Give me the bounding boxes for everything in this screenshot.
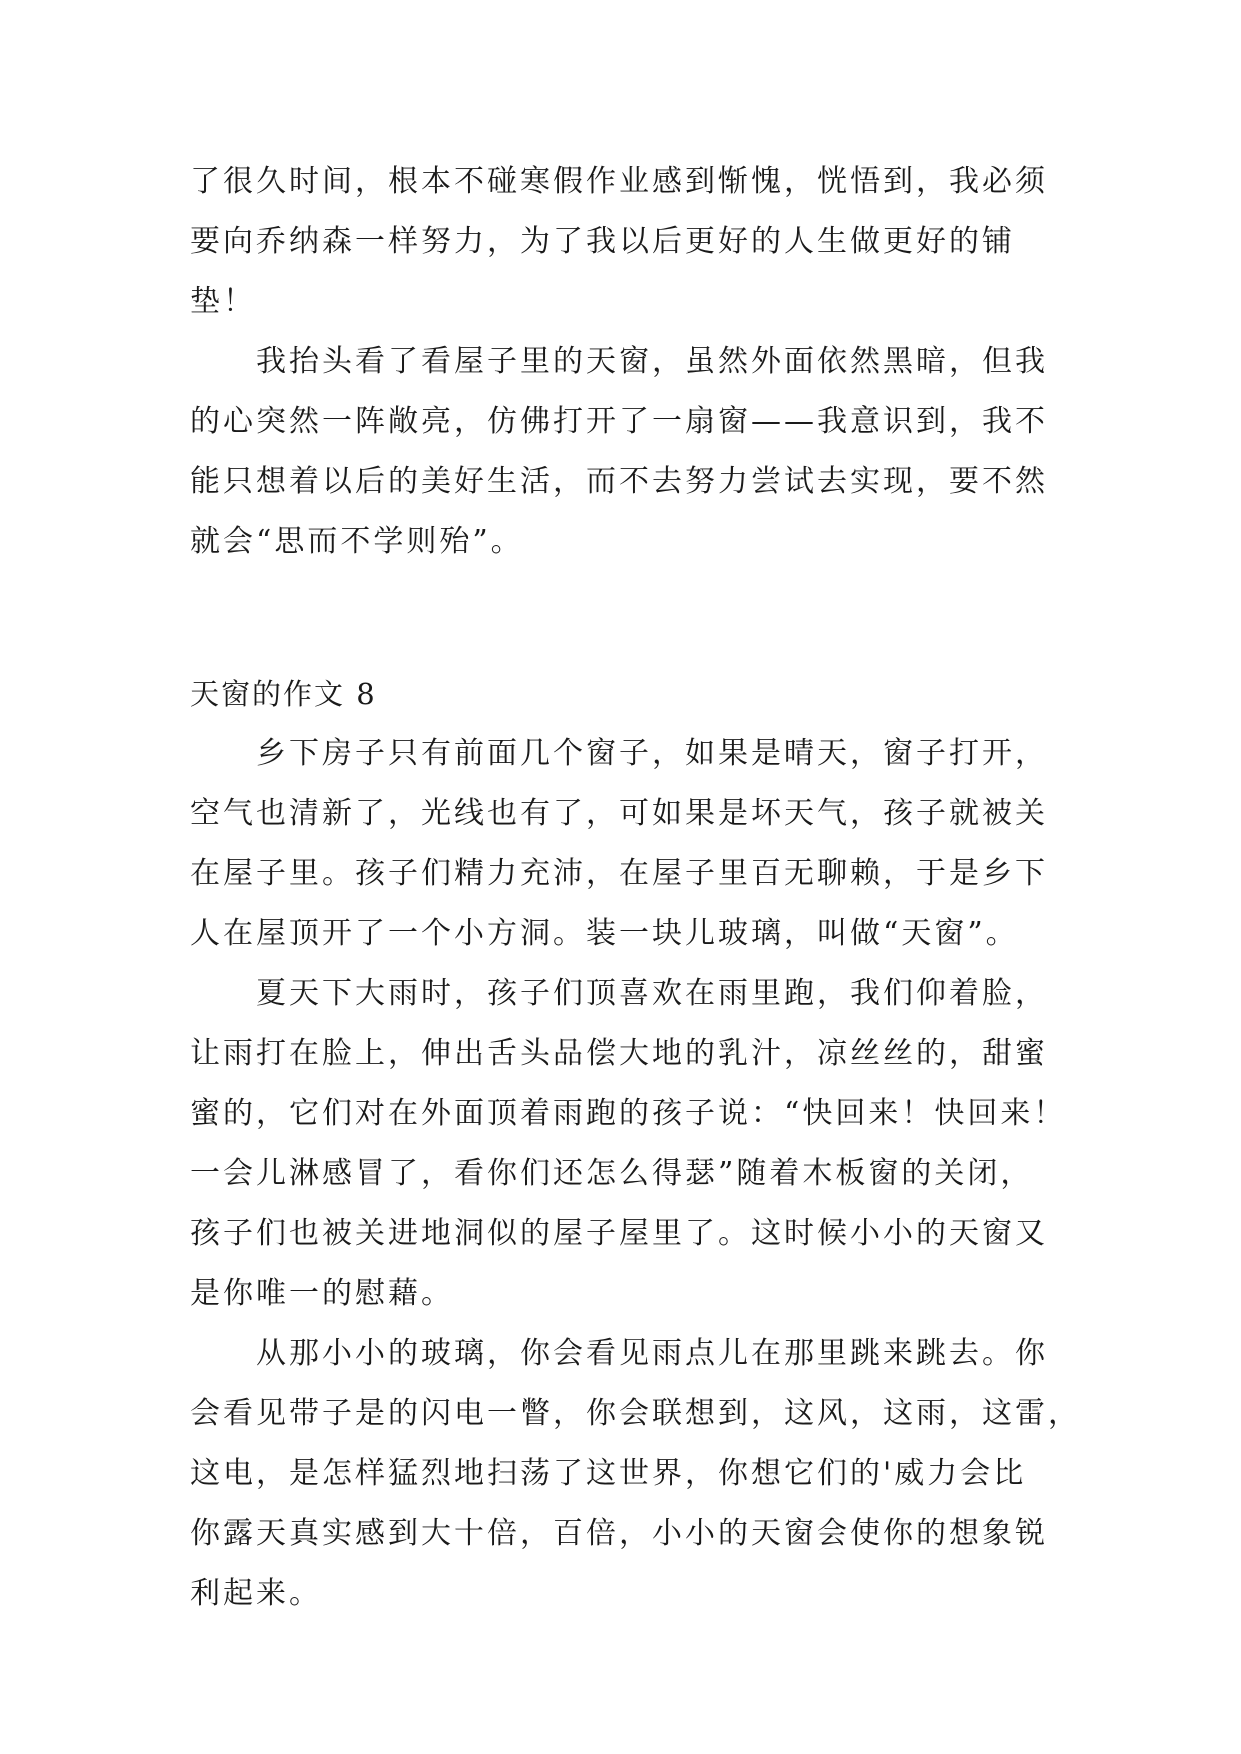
text-line: 孩子们也被关进地洞似的屋子屋里了。这时候小小的天窗又	[190, 1216, 1048, 1251]
text-line: 从那小小的玻璃，你会看见雨点儿在那里跳来跳去。你	[256, 1336, 1048, 1371]
text-line: 人在屋顶开了一个小方洞。装一块儿玻璃，叫做“天窗”。	[190, 916, 1019, 951]
text-line: 会看见带子是的闪电一瞥，你会联想到，这风，这雨，这雷，	[190, 1396, 1081, 1431]
text-line: 要向乔纳森一样努力，为了我以后更好的人生做更好的铺	[190, 224, 1015, 259]
paragraph	[190, 152, 1052, 332]
paragraph	[190, 1324, 1081, 1624]
text-line: 能只想着以后的美好生活，而不去努力尝试去实现，要不然	[190, 464, 1048, 499]
text-line: 了很久时间，根本不碰寒假作业感到惭愧，恍悟到，我必须	[190, 164, 1048, 199]
text-line: 就会“思而不学则殆”。	[190, 524, 524, 559]
text-line: 我抬头看了看屋子里的天窗，虽然外面依然黑暗，但我	[256, 344, 1048, 379]
text-line: 是你唯一的慰藉。	[190, 1276, 454, 1311]
paragraph	[190, 724, 1052, 964]
text-line: 乡下房子只有前面几个窗子，如果是晴天，窗子打开，	[256, 736, 1048, 771]
paragraph	[190, 964, 1067, 1324]
document-body	[190, 152, 1081, 1624]
text-line: 的心突然一阵敞亮，仿佛打开了一扇窗——我意识到，我不	[190, 404, 1048, 439]
text-line: 你露天真实感到大十倍，百倍，小小的天窗会使你的想象锐	[190, 1516, 1048, 1551]
text-line: 夏天下大雨时，孩子们顶喜欢在雨里跑，我们仰着脸，	[256, 976, 1048, 1011]
text-line: 这电，是怎样猛烈地扫荡了这世界，你想它们的'威力会比	[190, 1456, 1027, 1491]
text-line: 垫！	[190, 284, 256, 319]
text-line: 让雨打在脸上，伸出舌头品偿大地的乳汁，凉丝丝的，甜蜜	[190, 1036, 1048, 1071]
text-line: 空气也清新了，光线也有了，可如果是坏天气，孩子就被关	[190, 796, 1048, 831]
section-heading: 天窗的作文 8	[190, 677, 377, 711]
section-spacer	[190, 572, 1052, 664]
paragraph	[190, 332, 1052, 572]
text-line: 利起来。	[190, 1576, 322, 1611]
text-line: 蜜的，它们对在外面顶着雨跑的孩子说：“快回来！快回来！	[190, 1096, 1067, 1131]
text-line: 在屋子里。孩子们精力充沛，在屋子里百无聊赖，于是乡下	[190, 856, 1048, 891]
text-line: 一会儿淋感冒了，看你们还怎么得瑟”随着木板窗的关闭，	[190, 1156, 1034, 1191]
